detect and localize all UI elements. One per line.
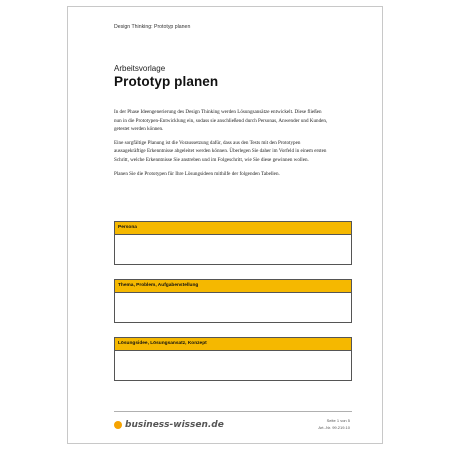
table-cell-thema[interactable]: [115, 293, 351, 322]
table-cell-persona[interactable]: [115, 235, 351, 264]
paragraph-3: Planen Sie die Prototypen für Ihre Lösungsideen mithilfe der folgenden Tabellen.: [114, 170, 280, 177]
document-title: Prototyp planen: [114, 74, 219, 89]
page-number: Seite 1 von 5: [326, 418, 350, 423]
table-header-persona: Persona: [115, 222, 351, 235]
footer-divider: [114, 411, 352, 412]
table-header-thema: Thema, Problem, Aufgabenstellung: [115, 280, 351, 293]
document-page: [67, 6, 383, 444]
paragraph-1: In der Phase Ideengenerierung des Design Thinking werden Lösungsansätze entwickelt. Diese fließen nun in die Prototypen-Entwicklung ein, sodass sie anschließend durch Personas, Anwender und Kunden, getestet werden können.: [114, 109, 328, 133]
logo-text: business-wissen.de: [125, 420, 224, 430]
document-kicker: Arbeitsvorlage: [114, 64, 166, 73]
table-cell-loesungsidee[interactable]: [115, 351, 351, 380]
table-persona: [114, 221, 352, 265]
article-number: Art.-Nr. 99.219.10: [318, 425, 350, 430]
table-thema: [114, 279, 352, 323]
table-loesungsidee: [114, 337, 352, 381]
paragraph-2: Eine sorgfältige Planung ist die Voraussetzung dafür, dass aus den Tests mit den Prototypen aussagekräftige Erkenntnisse abgeleitet werden können. Überlegen Sie daher im Vorfeld in einem ersten Schritt, welche Erkenntnisse Sie anstreben und im Folgeschritt, wie Sie diese gewinnen wollen.: [114, 139, 327, 163]
logo-dot-icon: [114, 421, 122, 429]
body-text: [114, 108, 328, 183]
page-info: [318, 417, 350, 431]
business-wissen-logo: [114, 420, 224, 430]
table-header-loesungsidee: Lösungsidee, Lösungsansatz, Konzept: [115, 338, 351, 351]
running-header: Design Thinking: Prototyp planen: [114, 24, 191, 30]
